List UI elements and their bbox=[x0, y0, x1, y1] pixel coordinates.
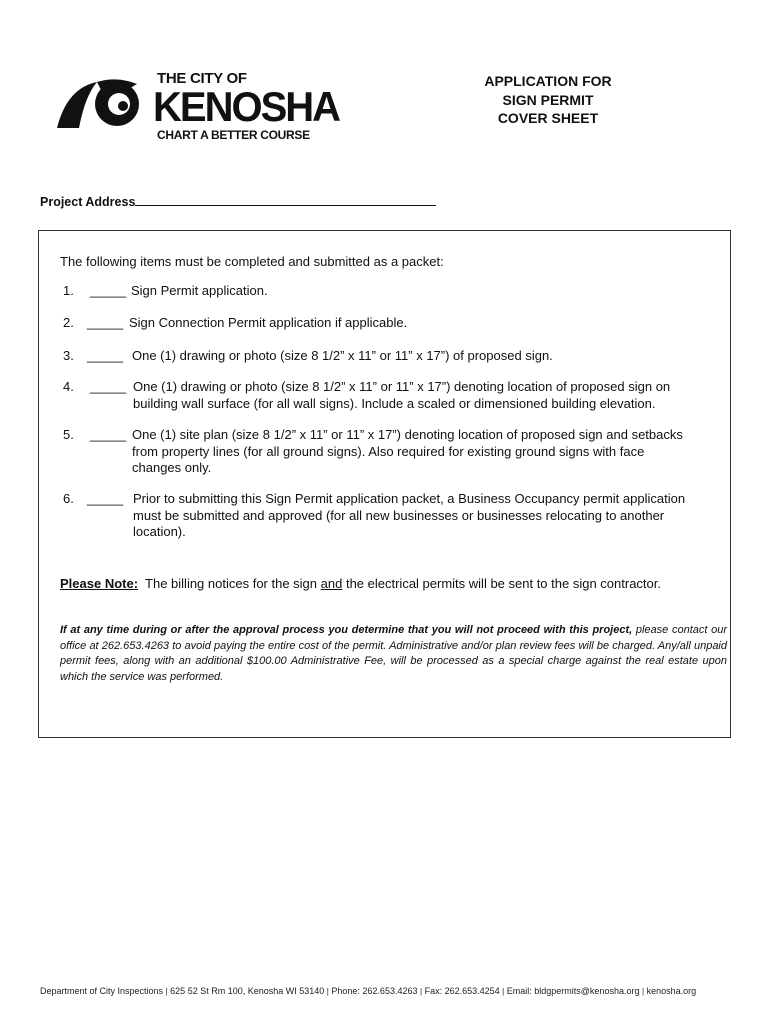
project-address-label: Project Address bbox=[40, 195, 136, 209]
footer-separator: | bbox=[420, 987, 423, 996]
item-text: must be submitted and approved (for all new businesses or businesses relocating to another bbox=[133, 507, 665, 523]
note-text: The billing notices for the sign bbox=[138, 576, 321, 591]
checklist-intro: The following items must be completed and submitted as a packet: bbox=[60, 254, 444, 269]
footer-separator: | bbox=[502, 987, 505, 996]
item-text: One (1) drawing or photo (size 8 1/2” x 11” or 11” x 17”) of proposed sign. bbox=[132, 348, 553, 363]
item-number: 2. bbox=[63, 315, 74, 330]
title-line: APPLICATION FOR bbox=[484, 73, 612, 89]
footer-separator: | bbox=[326, 987, 329, 996]
city-logo bbox=[57, 68, 340, 144]
footer-fax: Fax: 262.653.4254 bbox=[424, 986, 500, 996]
billing-note bbox=[60, 576, 661, 591]
item-number: 6. bbox=[63, 491, 74, 506]
item-text: One (1) drawing or photo (size 8 1/2” x 11” or 11” x 17”) denoting location of proposed sign on bbox=[133, 379, 671, 394]
warning-bold: If at any time during or after the approval process you determine that you will not proceed with this project, bbox=[60, 624, 633, 636]
item-text: building wall surface (for all wall signs). Include a scaled or dimensioned building elevation. bbox=[133, 395, 656, 411]
footer-phone: Phone: 262.653.4263 bbox=[331, 986, 418, 996]
footer-address: 625 52 St Rm 100, Kenosha WI 53140 bbox=[170, 986, 325, 996]
page-footer bbox=[40, 986, 696, 996]
note-label: Please Note: bbox=[60, 576, 139, 591]
logo-tagline: CHART A BETTER COURSE bbox=[157, 128, 310, 142]
item-check-blank[interactable]: _____ bbox=[90, 427, 127, 442]
footer-website[interactable]: kenosha.org bbox=[646, 986, 697, 996]
project-address-line[interactable] bbox=[135, 193, 436, 206]
note-and: and bbox=[320, 576, 343, 591]
item-check-blank[interactable]: _____ bbox=[87, 315, 124, 330]
item-number: 1. bbox=[63, 283, 74, 298]
item-check-blank[interactable]: _____ bbox=[90, 379, 127, 394]
footer-separator: | bbox=[641, 987, 645, 996]
item-text: location). bbox=[133, 524, 186, 539]
footer-email[interactable]: Email: bldgpermits@kenosha.org bbox=[506, 986, 640, 996]
warning-text: please contact our office at 262.653.4263 to avoid paying the entire cost of the permit. Administrative and/or plan review fees will be charged. Any/all unpaid permit fees, along with an additional $100.00 Administrative Fee, will be processed as a special charge against the real estate upon which the service was performed. bbox=[60, 624, 727, 683]
note-text-end: the electrical permits will be sent to the sign contractor. bbox=[342, 576, 661, 591]
logo-name-text: KENOSHA bbox=[153, 84, 340, 131]
cancellation-warning bbox=[60, 623, 727, 685]
item-check-blank[interactable]: _____ bbox=[87, 491, 124, 506]
item-text: Prior to submitting this Sign Permit application packet, a Business Occupancy permit application bbox=[133, 491, 686, 506]
item-text: from property lines (for all ground signs). Also required for existing ground signs with face bbox=[132, 443, 645, 459]
footer-separator: | bbox=[165, 987, 168, 996]
footer-department: Department of City Inspections bbox=[40, 986, 164, 996]
project-address-field[interactable] bbox=[40, 193, 436, 209]
item-text: Sign Connection Permit application if applicable. bbox=[129, 315, 408, 330]
item-check-blank[interactable]: _____ bbox=[87, 348, 124, 363]
item-number: 3. bbox=[63, 348, 74, 363]
item-number: 4. bbox=[63, 379, 74, 394]
title-line: COVER SHEET bbox=[497, 110, 599, 126]
item-text: Sign Permit application. bbox=[131, 283, 268, 298]
logo-city-text: THE CITY OF bbox=[157, 70, 247, 87]
item-check-blank[interactable]: _____ bbox=[90, 283, 127, 298]
document-title bbox=[468, 72, 628, 128]
wave-logo-icon bbox=[57, 78, 153, 130]
item-number: 5. bbox=[63, 427, 74, 442]
item-text: changes only. bbox=[132, 460, 212, 475]
item-text: One (1) site plan (size 8 1/2” x 11” or 11” x 17”) denoting location of proposed sign and setbacks bbox=[132, 427, 683, 442]
title-line: SIGN PERMIT bbox=[502, 91, 594, 108]
